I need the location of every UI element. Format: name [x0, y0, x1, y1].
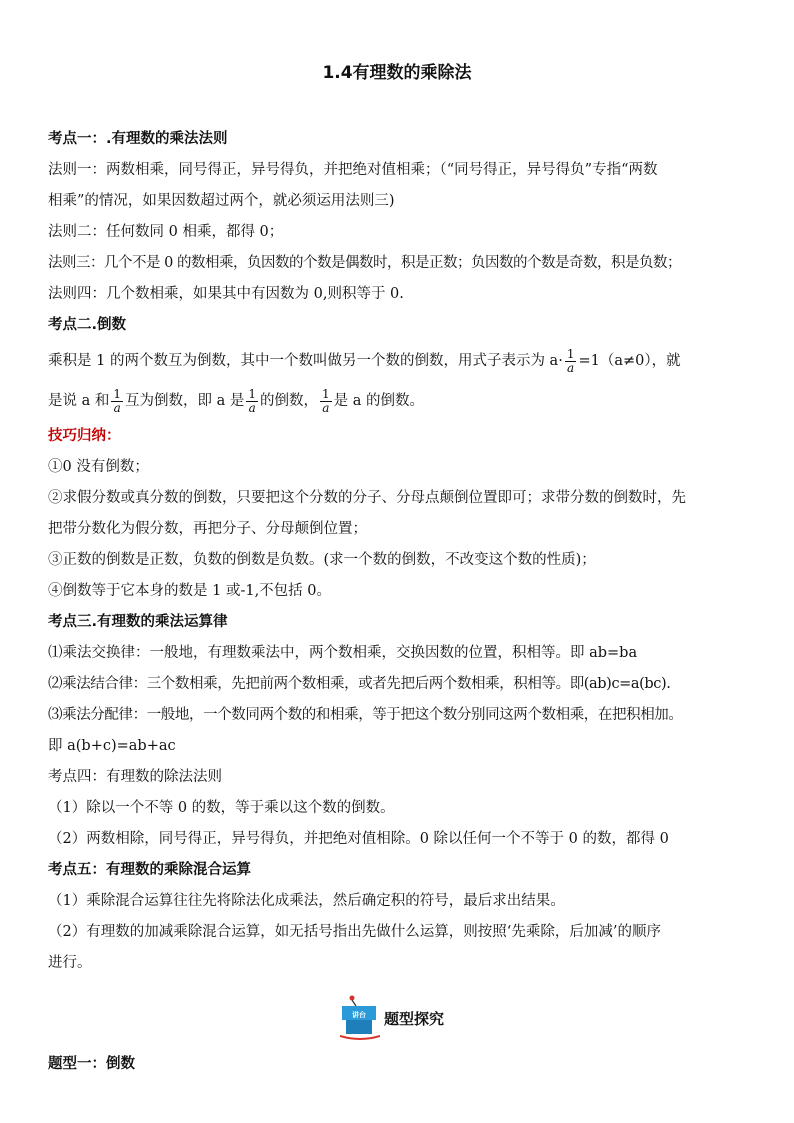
fraction-one-over-a — [320, 388, 332, 415]
podium-icon — [340, 994, 380, 1042]
section-heading-3: 考点三.有理数的乘法运算律 — [48, 614, 228, 630]
question-type-heading: 题型一：倒数 — [48, 1056, 135, 1072]
reciprocal-definition-line-1 — [48, 341, 748, 381]
fraction-numerator: 1 — [322, 386, 330, 401]
law-distributive-line-b: 即 a(b+c)=ab+ac — [48, 738, 176, 754]
fraction-numerator: 1 — [566, 346, 575, 361]
law-commutative: ⑴乘法交换律：一般地，有理数乘法中，两个数相乘，交换因数的位置，积相等。即 ab=ba — [48, 645, 638, 661]
tip-2-line-b: 把带分数化为假分数，再把分子、分母颠倒位置； — [48, 521, 367, 537]
section-heading-5: 考点五：有理数的乘除混合运算 — [48, 862, 251, 878]
reciprocal-text-pre: 乘积是 1 的两个数互为倒数，其中一个数叫做另一个数的倒数，用式子表示为 a· — [48, 353, 563, 369]
fraction-denominator: a — [248, 400, 256, 415]
page-title: 1.4有理数的乘除法 — [322, 63, 472, 83]
fraction-denominator: a — [113, 400, 121, 415]
law-distributive-line-a: ⑶乘法分配律：一般地，一个数同两个数的和相乘，等于把这个数分别同这两个数相乘，在把积相加。 — [48, 707, 683, 723]
tip-4: ④倒数等于它本身的数是 1 或-1,不包括 0。 — [48, 583, 332, 599]
section-heading-4: 考点四：有理数的除法法则 — [48, 769, 222, 785]
rule-3: 法则三：几个不是 0 的数相乘，负因数的个数是偶数时，积是正数；负因数的个数是奇数，积是负数； — [48, 255, 681, 271]
fraction-one-over-a — [565, 348, 577, 375]
mixed-rule-1: （1）乘除混合运算往往先将除法化成乘法，然后确定积的符号，最后求出结果。 — [48, 893, 565, 909]
rule-1-line-a: 法则一：两数相乘，同号得正，异号得负，并把绝对值相乘；（“同号得正，异号得负”专指“两数 — [48, 162, 658, 178]
division-rule-2: （2）两数相除，同号得正，异号得负，并把绝对值相除。0 除以任何一个不等于 0 的数，都得 0 — [48, 831, 669, 847]
tip-2-line-a: ②求假分数或真分数的倒数，只要把这个分数的分子、分母点颠倒位置即可；求带分数的倒数时，先 — [48, 490, 686, 506]
fraction-one-over-a — [246, 388, 258, 415]
reciprocal-text-b: 互为倒数，即 a 是 — [125, 393, 245, 409]
reciprocal-text-c: 的倒数， — [260, 393, 319, 409]
mixed-rule-2-line-a: （2）有理数的加减乘除混合运算，如无括号指出先做什么运算，则按照‘先乘除，后加减’的顺序 — [48, 924, 661, 940]
division-rule-1: （1）除以一个不等 0 的数，等于乘以这个数的倒数。 — [48, 800, 395, 816]
fraction-numerator: 1 — [248, 386, 257, 401]
mixed-rule-2-line-b: 进行。 — [48, 955, 92, 971]
tip-3: ③正数的倒数是正数，负数的倒数是负数。(求一个数的倒数，不改变这个数的性质)； — [48, 552, 596, 568]
fraction-denominator: a — [322, 400, 330, 415]
law-associative: ⑵乘法结合律：三个数相乘，先把前两个数相乘，或者先把后两个数相乘，积相等。即(ab)c=a(bc). — [48, 676, 671, 692]
reciprocal-definition-line-2 — [48, 381, 748, 421]
rule-2: 法则二：任何数同 0 相乘，都得 0； — [48, 224, 284, 240]
reciprocal-text-post: =1（a≠0），就 — [578, 353, 681, 369]
tips-heading: 技巧归纳： — [48, 428, 121, 444]
fraction-numerator: 1 — [113, 386, 122, 401]
section-heading-2: 考点二.倒数 — [48, 317, 127, 333]
section-banner — [340, 994, 470, 1042]
fraction-one-over-a — [111, 388, 123, 415]
content-body — [48, 124, 748, 979]
svg-text:讲台: 讲台 — [352, 1011, 366, 1019]
banner-title: 题型探究 — [384, 1010, 445, 1028]
rule-4: 法则四：几个数相乘，如果其中有因数为 0,则积等于 0. — [48, 286, 404, 302]
reciprocal-text-a: 是说 a 和 — [48, 393, 110, 409]
tip-1: ①0 没有倒数； — [48, 459, 149, 475]
reciprocal-text-d: 是 a 的倒数。 — [333, 393, 425, 409]
fraction-denominator: a — [567, 360, 575, 375]
rule-1-line-b: 相乘”的情况，如果因数超过两个，就必须运用法则三) — [48, 193, 395, 209]
section-heading-1: 考点一：.有理数的乘法法则 — [48, 131, 228, 147]
